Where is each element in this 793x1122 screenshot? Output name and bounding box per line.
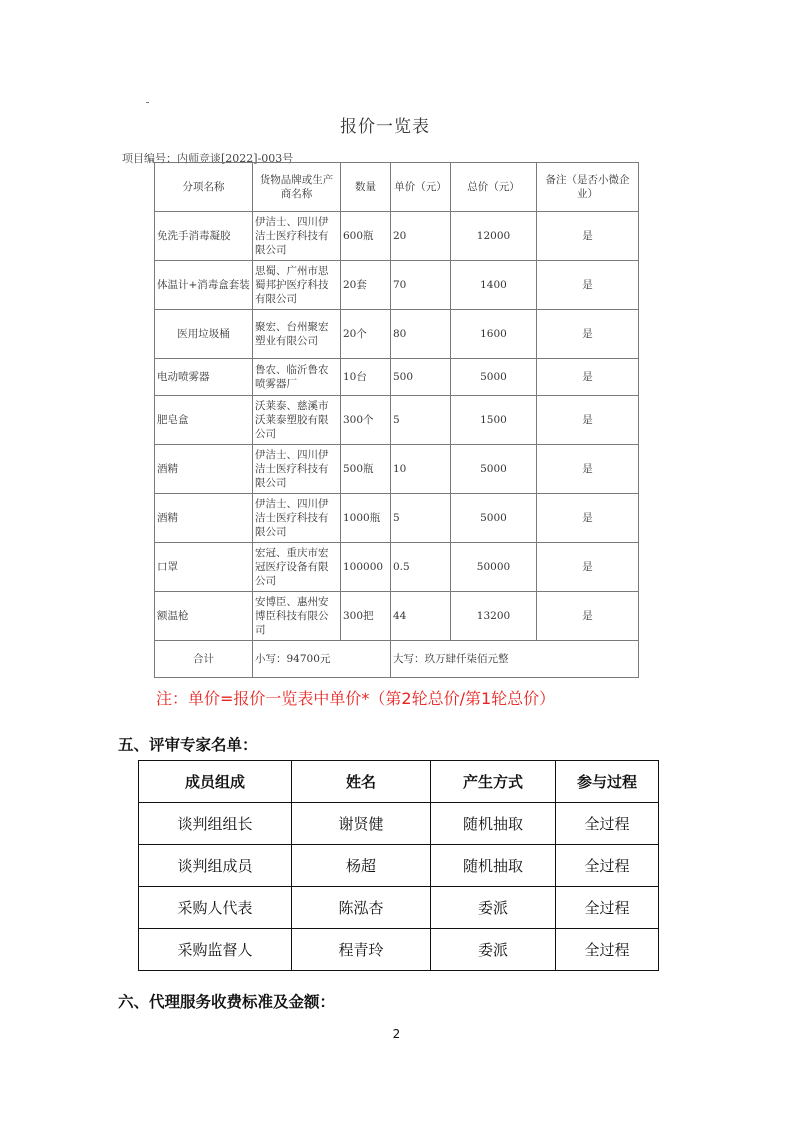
selection-method: 委派 <box>431 929 556 971</box>
quote-table <box>154 162 639 678</box>
expert-row <box>139 803 659 845</box>
quote-row <box>155 359 639 396</box>
brand-name: 伊洁士、四川伊洁士医疗科技有限公司 <box>253 494 341 543</box>
remark: 是 <box>537 212 639 261</box>
remark: 是 <box>537 543 639 592</box>
item-name: 医用垃圾桶 <box>155 310 253 359</box>
quote-row <box>155 445 639 494</box>
quote-row <box>155 592 639 641</box>
quantity: 20套 <box>341 261 391 310</box>
header-participation: 参与过程 <box>556 761 659 803</box>
quote-row <box>155 212 639 261</box>
total-price: 1500 <box>451 396 537 445</box>
participation: 全过程 <box>556 887 659 929</box>
item-name: 酒精 <box>155 494 253 543</box>
participation: 全过程 <box>556 929 659 971</box>
participation: 全过程 <box>556 803 659 845</box>
header-remark: 备注（是否小微企业） <box>537 163 639 212</box>
header-item: 分项名称 <box>155 163 253 212</box>
brand-name: 安博臣、惠州安博臣科技有限公司 <box>253 592 341 641</box>
expert-table <box>138 760 659 971</box>
total-price: 13200 <box>451 592 537 641</box>
item-name: 免洗手消毒凝胶 <box>155 212 253 261</box>
remark: 是 <box>537 261 639 310</box>
total-price: 1400 <box>451 261 537 310</box>
unit-price: 5 <box>391 396 451 445</box>
unit-price: 20 <box>391 212 451 261</box>
brand-name: 伊洁士、四川伊洁士医疗科技有限公司 <box>253 445 341 494</box>
quote-row <box>155 310 639 359</box>
selection-method: 委派 <box>431 887 556 929</box>
unit-price: 70 <box>391 261 451 310</box>
header-selection-method: 产生方式 <box>431 761 556 803</box>
remark: 是 <box>537 310 639 359</box>
total-price: 1600 <box>451 310 537 359</box>
brand-name: 伊洁士、四川伊洁士医疗科技有限公司 <box>253 212 341 261</box>
remark: 是 <box>537 396 639 445</box>
item-name: 肥皂盒 <box>155 396 253 445</box>
scanned-quote-sheet <box>120 96 650 671</box>
remark: 是 <box>537 359 639 396</box>
header-name: 姓名 <box>292 761 431 803</box>
unit-price: 80 <box>391 310 451 359</box>
member-role: 采购人代表 <box>139 887 292 929</box>
total-price: 50000 <box>451 543 537 592</box>
quote-title: 报价一览表 <box>340 117 430 137</box>
header-unit-price: 单价（元） <box>391 163 451 212</box>
quantity: 1000瓶 <box>341 494 391 543</box>
brand-name: 思蜀、广州市思蜀邦护医疗科技有限公司 <box>253 261 341 310</box>
brand-name: 聚宏、台州聚宏塑业有限公司 <box>253 310 341 359</box>
total-price: 5000 <box>451 494 537 543</box>
selection-method: 随机抽取 <box>431 845 556 887</box>
quantity: 300个 <box>341 396 391 445</box>
project-number: 项目编号：内师竞谈[2022]-003号 <box>122 152 294 165</box>
expert-row <box>139 845 659 887</box>
unit-price: 500 <box>391 359 451 396</box>
item-name: 额温枪 <box>155 592 253 641</box>
member-name: 陈泓杏 <box>292 887 431 929</box>
item-name: 口罩 <box>155 543 253 592</box>
expert-row <box>139 929 659 971</box>
quote-header-row <box>155 163 639 212</box>
selection-method: 随机抽取 <box>431 803 556 845</box>
quote-row <box>155 494 639 543</box>
participation: 全过程 <box>556 845 659 887</box>
quote-row <box>155 396 639 445</box>
brand-name: 鲁农、临沂鲁农喷雾器厂 <box>253 359 341 396</box>
unit-price: 5 <box>391 494 451 543</box>
expert-header-row <box>139 761 659 803</box>
member-name: 谢贤健 <box>292 803 431 845</box>
unit-price-note: 注：单价=报价一览表中单价*（第2轮总价/第1轮总价） <box>156 689 556 708</box>
member-name: 杨超 <box>292 845 431 887</box>
total-label: 合计 <box>155 641 253 678</box>
expert-row <box>139 887 659 929</box>
quantity: 300把 <box>341 592 391 641</box>
item-name: 酒精 <box>155 445 253 494</box>
member-role: 谈判组成员 <box>139 845 292 887</box>
header-qty: 数量 <box>341 163 391 212</box>
header-member-role: 成员组成 <box>139 761 292 803</box>
unit-price: 10 <box>391 445 451 494</box>
remark: 是 <box>537 445 639 494</box>
quote-row <box>155 261 639 310</box>
quantity: 10台 <box>341 359 391 396</box>
total-price: 5000 <box>451 359 537 396</box>
header-brand: 货物品牌或生产商名称 <box>253 163 341 212</box>
quantity: 500瓶 <box>341 445 391 494</box>
section-5-heading: 五、评审专家名单： <box>118 736 258 754</box>
member-role: 采购监督人 <box>139 929 292 971</box>
remark: 是 <box>537 494 639 543</box>
unit-price: 0.5 <box>391 543 451 592</box>
member-name: 程青玲 <box>292 929 431 971</box>
quantity: 20个 <box>341 310 391 359</box>
total-price: 12000 <box>451 212 537 261</box>
remark: 是 <box>537 592 639 641</box>
brand-name: 宏冠、重庆市宏冠医疗设备有限公司 <box>253 543 341 592</box>
quantity: 100000 <box>341 543 391 592</box>
member-role: 谈判组组长 <box>139 803 292 845</box>
unit-price: 44 <box>391 592 451 641</box>
total-small: 小写：94700元 <box>253 641 391 678</box>
total-big: 大写：玖万肆仟柒佰元整 <box>391 641 639 678</box>
item-name: 电动喷雾器 <box>155 359 253 396</box>
header-total-price: 总价（元） <box>451 163 537 212</box>
quote-row <box>155 543 639 592</box>
page-number: 2 <box>392 1027 401 1041</box>
section-6-heading: 六、代理服务收费标准及金额： <box>118 993 336 1011</box>
quote-total-row <box>155 641 639 678</box>
total-price: 5000 <box>451 445 537 494</box>
brand-name: 沃莱泰、慈溪市沃莱泰塑胶有限公司 <box>253 396 341 445</box>
item-name: 体温计+消毒盒套装 <box>155 261 253 310</box>
quantity: 600瓶 <box>341 212 391 261</box>
